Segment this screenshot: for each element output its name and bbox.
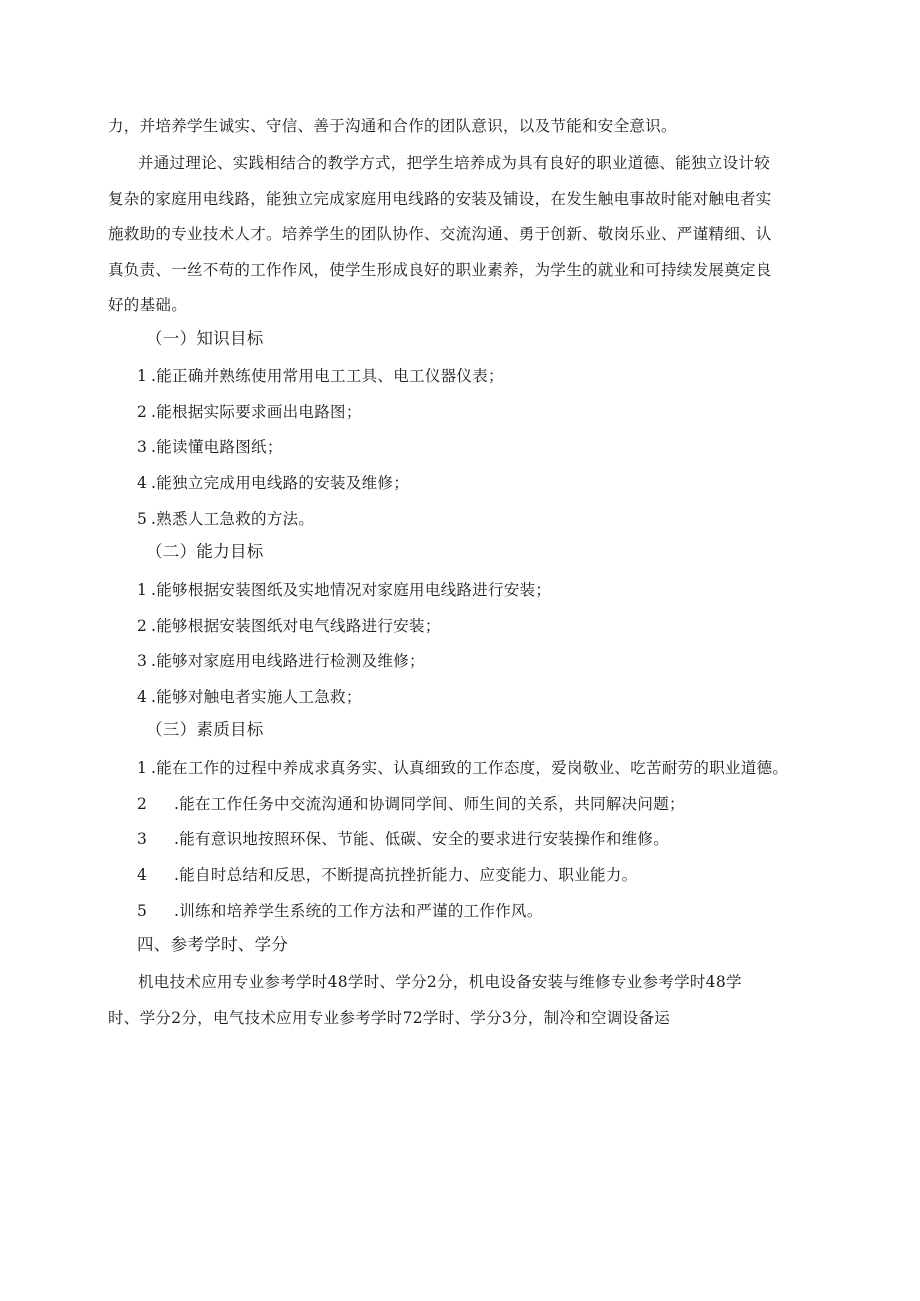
- item-number: 1: [137, 581, 148, 599]
- list-item: [137, 865, 637, 885]
- list-item: [137, 402, 362, 422]
- item-text: .训练和培养学生系统的工作方法和严谨的工作作风。: [174, 902, 543, 920]
- item-number: 3: [137, 830, 148, 848]
- body-text-line: 复杂的家庭用电线路，能独立完成家庭用电线路的安装及铺设，在发生触电事故时能对触电者实: [108, 190, 772, 208]
- list-item: [137, 758, 788, 778]
- body-text-line: 机电技术应用专业参考学时48学时、学分2分，机电设备安装与维修专业参考学时48学: [138, 973, 742, 991]
- item-text: .能读懂电路图纸；: [151, 438, 283, 456]
- item-text: .能独立完成用电线路的安装及维修；: [151, 474, 410, 492]
- item-number: 1: [137, 367, 148, 385]
- item-text: .能够对家庭用电线路进行检测及维修；: [151, 652, 425, 670]
- item-number: 1: [137, 759, 148, 777]
- item-text: .能自时总结和反思，不断提高抗挫折能力、应变能力、职业能力。: [174, 866, 638, 884]
- list-item: [137, 687, 362, 707]
- item-number: 5: [137, 902, 148, 920]
- item-text: .能够根据安装图纸对电气线路进行安装；: [151, 617, 441, 635]
- list-item: [137, 651, 425, 671]
- section-heading: 四、参考学时、学分: [137, 935, 289, 954]
- list-item: [137, 580, 551, 600]
- body-text-line: 施救助的专业技术人才。培养学生的团队协作、交流沟通、勇于创新、敬岗乐业、严谨精细、认: [108, 225, 772, 243]
- body-text-line: 真负责、一丝不苟的工作作风，使学生形成良好的职业素养，为学生的就业和可持续发展奠定良: [108, 261, 772, 279]
- body-text-line: 时、学分2分，电气技术应用专业参考学时72学时、学分3分，制冷和空调设备运: [108, 1009, 671, 1027]
- body-text-line: 并通过理论、实践相结合的教学方式，把学生培养成为具有良好的职业道德、能独立设计较: [138, 154, 771, 172]
- item-number: 2: [137, 403, 148, 421]
- quality-heading: （三）素质目标: [146, 720, 264, 739]
- body-text-line: 好的基础。: [108, 296, 188, 314]
- item-text: .能有意识地按照环保、节能、低碳、安全的要求进行安装操作和维修。: [174, 830, 670, 848]
- item-text: .能在工作的过程中养成求真务实、认真细致的工作态度，爱岗敬业、吃苦耐劳的职业道德。: [151, 759, 789, 777]
- item-text: .能够对触电者实施人工急救；: [151, 688, 362, 706]
- item-text: .能在工作任务中交流沟通和协调同学间、师生间的关系，共同解决问题；: [174, 795, 685, 813]
- list-item: [137, 794, 685, 814]
- item-text: .能根据实际要求画出电路图；: [151, 403, 362, 421]
- item-number: 4: [137, 866, 148, 884]
- item-text: .熟悉人工急救的方法。: [151, 510, 315, 528]
- list-item: [137, 829, 669, 849]
- list-item: [137, 616, 441, 636]
- body-text-line: 力，并培养学生诚实、守信、善于沟通和合作的团队意识，以及节能和安全意识。: [108, 117, 677, 135]
- item-number: 3: [137, 652, 148, 670]
- list-item: [137, 473, 409, 493]
- item-number: 3: [137, 438, 148, 456]
- item-text: .能正确并熟练使用常用电工工具、电工仪器仪表；: [151, 367, 504, 385]
- item-number: 5: [137, 510, 148, 528]
- item-number: 4: [137, 474, 148, 492]
- list-item: [137, 901, 543, 921]
- ability-heading: （二）能力目标: [146, 542, 264, 561]
- list-item: [137, 509, 314, 529]
- list-item: [137, 437, 283, 457]
- item-number: 4: [137, 688, 148, 706]
- item-number: 2: [137, 617, 148, 635]
- list-item: [137, 366, 504, 386]
- item-text: .能够根据安装图纸及实地情况对家庭用电线路进行安装；: [151, 581, 552, 599]
- item-number: 2: [137, 795, 148, 813]
- knowledge-heading: （一）知识目标: [146, 329, 264, 348]
